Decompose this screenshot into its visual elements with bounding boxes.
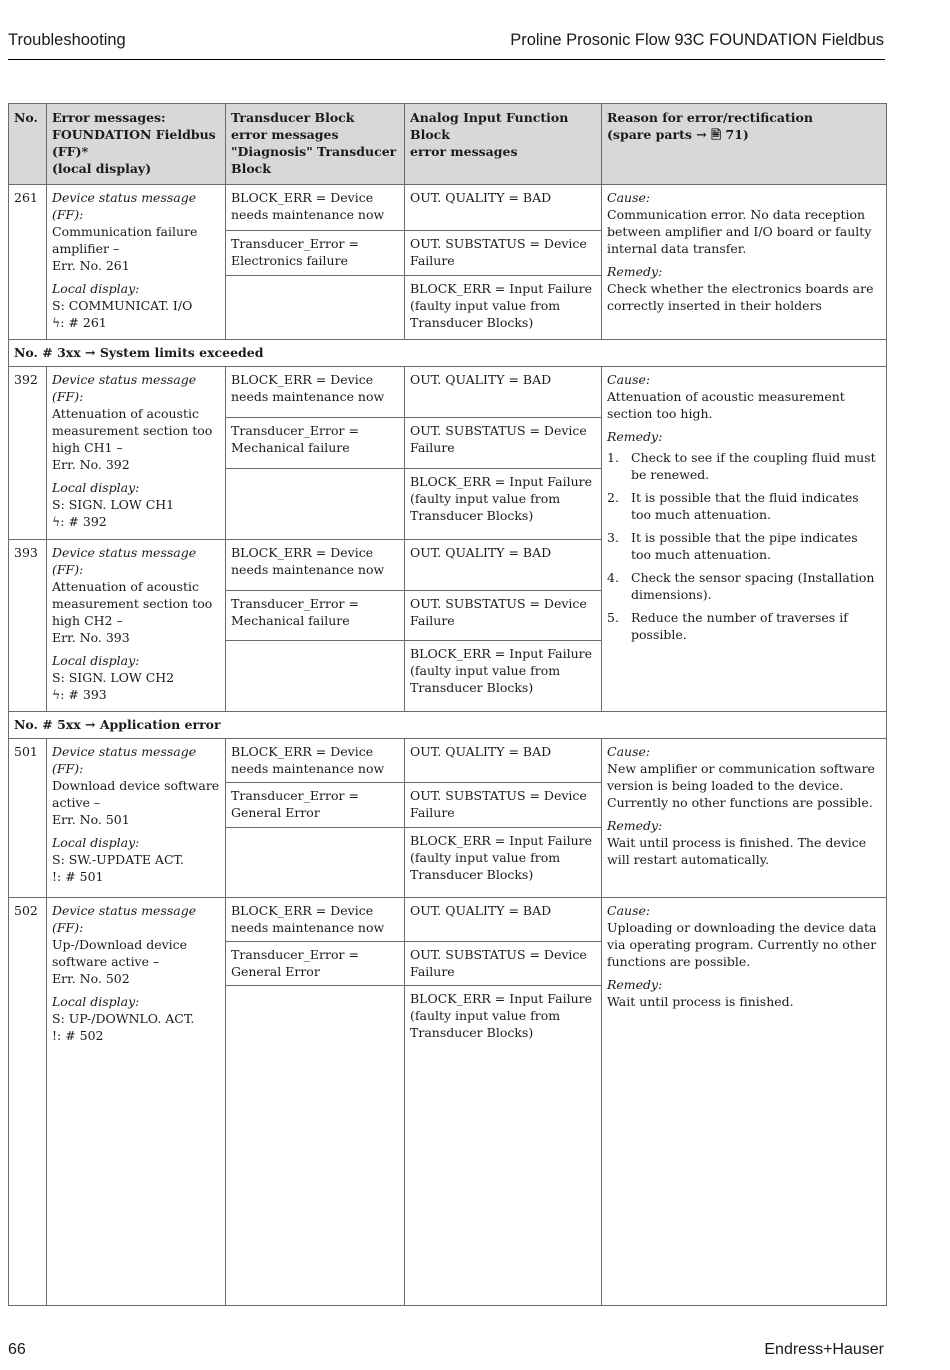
analog-input-message: OUT. QUALITY = BAD (405, 897, 602, 941)
reason-cell: Cause: Communication error. No data reception between amplifier and I/O board or faulty internal data transfer. Remedy: Check whether the electronics boards are correctly inserted in their holders (602, 185, 887, 340)
error-number: 502 (9, 897, 47, 1305)
list-item: 3. It is possible that the pipe indicates too much attenuation. (607, 529, 858, 562)
analog-input-message: BLOCK_ERR = Input Failure (faulty input value from Transducer Blocks) (405, 827, 602, 897)
brand-footer: Endress+Hauser (764, 1341, 884, 1358)
transducer-message: Transducer_Error = Electronics failure (226, 230, 405, 276)
section-row (9, 340, 887, 367)
troubleshooting-table (8, 103, 887, 1306)
transducer-message: BLOCK_ERR = Device needs maintenance now (226, 366, 405, 417)
analog-input-message: OUT. QUALITY = BAD (405, 739, 602, 783)
page-number: 66 (8, 1341, 26, 1358)
col-header-error-messages: Error messages: FOUNDATION Fieldbus (FF)* (local display) (47, 104, 226, 185)
error-message-cell: Device status message (FF): Attenuation of acoustic measurement section too high CH2 – Err. No. 393 Local display: S: SIGN. LOW CH2 ϟ: # 393 (47, 539, 226, 712)
analog-input-message: BLOCK_ERR = Input Failure (faulty input value from Transducer Blocks) (405, 276, 602, 340)
section-row (9, 712, 887, 739)
header-rule (8, 59, 885, 60)
analog-input-message: BLOCK_ERR = Input Failure (faulty input value from Transducer Blocks) (405, 986, 602, 1306)
reason-cell: Cause: Attenuation of acoustic measurement section too high. Remedy: 1. Check to see if the coupling fluid must be renewed. 2. It is possible that the fluid indicates too much attenuation. 3. It is possible that the pipe indicates too much attenuation. 4. Check the sensor spacing (Installation dimensions). 5. Reduce the number of traverses if possible. (602, 366, 887, 711)
transducer-message (226, 641, 405, 712)
transducer-message (226, 468, 405, 539)
error-number: 501 (9, 739, 47, 897)
col-header-analog-input: Analog Input Function Block error messages (405, 104, 602, 185)
transducer-message: Transducer_Error = General Error (226, 783, 405, 827)
transducer-message (226, 986, 405, 1306)
list-item: 2. It is possible that the fluid indicates too much attenuation. (607, 489, 859, 522)
table-row (9, 366, 887, 417)
analog-input-message: OUT. SUBSTATUS = Device Failure (405, 230, 602, 276)
remedy-list (607, 449, 881, 643)
error-message-cell: Device status message (FF): Download device software active – Err. No. 501 Local display: S: SW.-UPDATE ACT. !: # 501 (47, 739, 226, 897)
transducer-message: BLOCK_ERR = Device needs maintenance now (226, 185, 405, 231)
analog-input-message: OUT. QUALITY = BAD (405, 366, 602, 417)
table-header-row (9, 104, 887, 185)
transducer-message: Transducer_Error = Mechanical failure (226, 590, 405, 641)
transducer-message (226, 276, 405, 340)
error-number: 392 (9, 366, 47, 539)
transducer-message: Transducer_Error = Mechanical failure (226, 417, 405, 468)
transducer-message: BLOCK_ERR = Device needs maintenance now (226, 539, 405, 590)
running-header-product: Proline Prosonic Flow 93C FOUNDATION Fieldbus (510, 31, 884, 49)
section-title-5xx: No. # 5xx → Application error (9, 712, 887, 739)
error-number: 393 (9, 539, 47, 712)
analog-input-message: OUT. SUBSTATUS = Device Failure (405, 590, 602, 641)
list-item: 1. Check to see if the coupling fluid must be renewed. (607, 449, 876, 482)
running-header-section: Troubleshooting (8, 31, 126, 49)
analog-input-message: OUT. SUBSTATUS = Device Failure (405, 417, 602, 468)
transducer-message: BLOCK_ERR = Device needs maintenance now (226, 739, 405, 783)
analog-input-message: BLOCK_ERR = Input Failure (faulty input value from Transducer Blocks) (405, 468, 602, 539)
analog-input-message: OUT. QUALITY = BAD (405, 185, 602, 231)
analog-input-message: OUT. SUBSTATUS = Device Failure (405, 783, 602, 827)
list-item: 4. Check the sensor spacing (Installation dimensions). (607, 569, 875, 602)
error-message-cell: Device status message (FF): Communication failure amplifier – Err. No. 261 Local display: S: COMMUNICAT. I/O ϟ: # 261 (47, 185, 226, 340)
table-row (9, 897, 887, 941)
section-title-3xx: No. # 3xx → System limits exceeded (9, 340, 887, 367)
transducer-message: BLOCK_ERR = Device needs maintenance now (226, 897, 405, 941)
list-item: 5. Reduce the number of traverses if possible. (607, 609, 848, 642)
table-row (9, 185, 887, 231)
error-message-cell: Device status message (FF): Up-/Download device software active – Err. No. 502 Local display: S: UP-/DOWNLO. ACT. !: # 502 (47, 897, 226, 1305)
analog-input-message: OUT. QUALITY = BAD (405, 539, 602, 590)
col-header-transducer-block: Transducer Block error messages "Diagnosis" Transducer Block (226, 104, 405, 185)
transducer-message (226, 827, 405, 897)
transducer-message: Transducer_Error = General Error (226, 941, 405, 985)
col-header-reason: Reason for error/rectification (spare parts → 🖹 71) (602, 104, 887, 185)
reason-cell: Cause: Uploading or downloading the device data via operating program. Currently no other functions are possible. Remedy: Wait until process is finished. (602, 897, 887, 1305)
table-row (9, 739, 887, 783)
col-header-no: No. (9, 104, 47, 185)
analog-input-message: BLOCK_ERR = Input Failure (faulty input value from Transducer Blocks) (405, 641, 602, 712)
analog-input-message: OUT. SUBSTATUS = Device Failure (405, 941, 602, 985)
reason-cell: Cause: New amplifier or communication software version is being loaded to the device. Currently no other functions are possible. Remedy: Wait until process is finished. The device will restart automatically. (602, 739, 887, 897)
error-message-cell: Device status message (FF): Attenuation of acoustic measurement section too high CH1 – Err. No. 392 Local display: S: SIGN. LOW CH1 ϟ: # 392 (47, 366, 226, 539)
error-number: 261 (9, 185, 47, 340)
